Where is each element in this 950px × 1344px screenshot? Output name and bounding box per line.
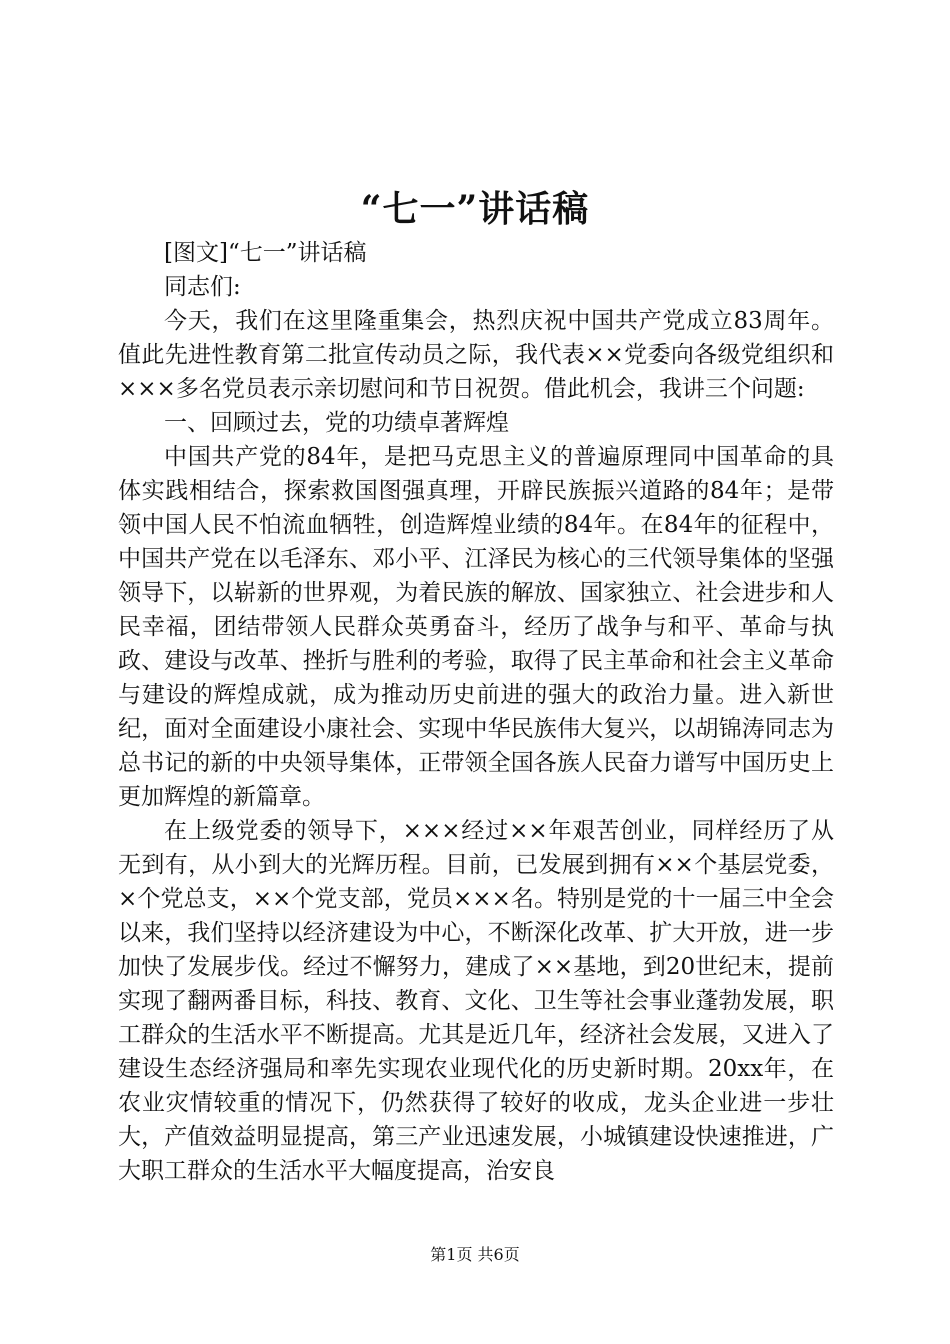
document-body (118, 236, 834, 1188)
document-title: “七一”讲话稿 (360, 188, 590, 230)
page-footer: 第1页 共6页 (430, 1245, 520, 1264)
paragraph-history: 中国共产党的84年，是把马克思主义的普遍原理同中国革命的具体实践相结合，探索救国图强真理，开辟民族振兴道路的84年；是带领中国人民不怕流血牺牲，创造辉煌业绩的84年。在84年的征程中，中国共产党在以毛泽东、邓小平、江泽民为核心的三代领导集体的坚强领导下，以崭新的世界观，为着民族的解放、国家独立、社会进步和人民幸福，团结带领人民群众英勇奋斗，经历了战争与和平、革命与执政、建设与改革、挫折与胜利的考验，取得了民主革命和社会主义革命与建设的辉煌成就，成为推动历史前进的强大的政治力量。进入新世纪，面对全面建设小康社会、实现中华民族伟大复兴，以胡锦涛同志为总书记的新的中央领导集体，正带领全国各族人民奋力谱写中国历史上更加辉煌的新篇章。 (118, 444, 834, 810)
paragraph-opening: 今天，我们在这里隆重集会，热烈庆祝中国共产党成立83周年。值此先进性教育第二批宣传动员之际，我代表××党委向各级党组织和×××多名党员表示亲切慰问和节日祝贺。借此机会，我讲三个问题: (118, 308, 834, 402)
paragraph-source-title: [图文]“七一”讲话稿 (164, 240, 367, 266)
paragraph-salutation: 同志们: (164, 274, 241, 300)
paragraph-local-development: 在上级党委的领导下，×××经过××年艰苦创业，同样经历了从无到有，从小到大的光辉历程。目前，已发展到拥有××个基层党委，×个党总支，××个党支部，党员×××名。特别是党的十一届三中全会以来，我们坚持以经济建设为中心，不断深化改革、扩大开放，进一步加快了发展步伐。经过不懈努力，建成了××基地，到20世纪末，提前实现了翻两番目标，科技、教育、文化、卫生等社会事业蓬勃发展，职工群众的生活水平不断提高。尤其是近几年，经济社会发展，又进入了建设生态经济强局和率先实现农业现代化的历史新时期。20xx年，在农业灾情较重的情况下，仍然获得了较好的收成，龙头企业进一步壮大，产值效益明显提高，第三产业迅速发展，小城镇建设快速推进，广大职工群众的生活水平大幅度提高，治安良 (118, 818, 834, 1184)
section-heading-one: 一、回顾过去，党的功绩卓著辉煌 (164, 410, 509, 436)
